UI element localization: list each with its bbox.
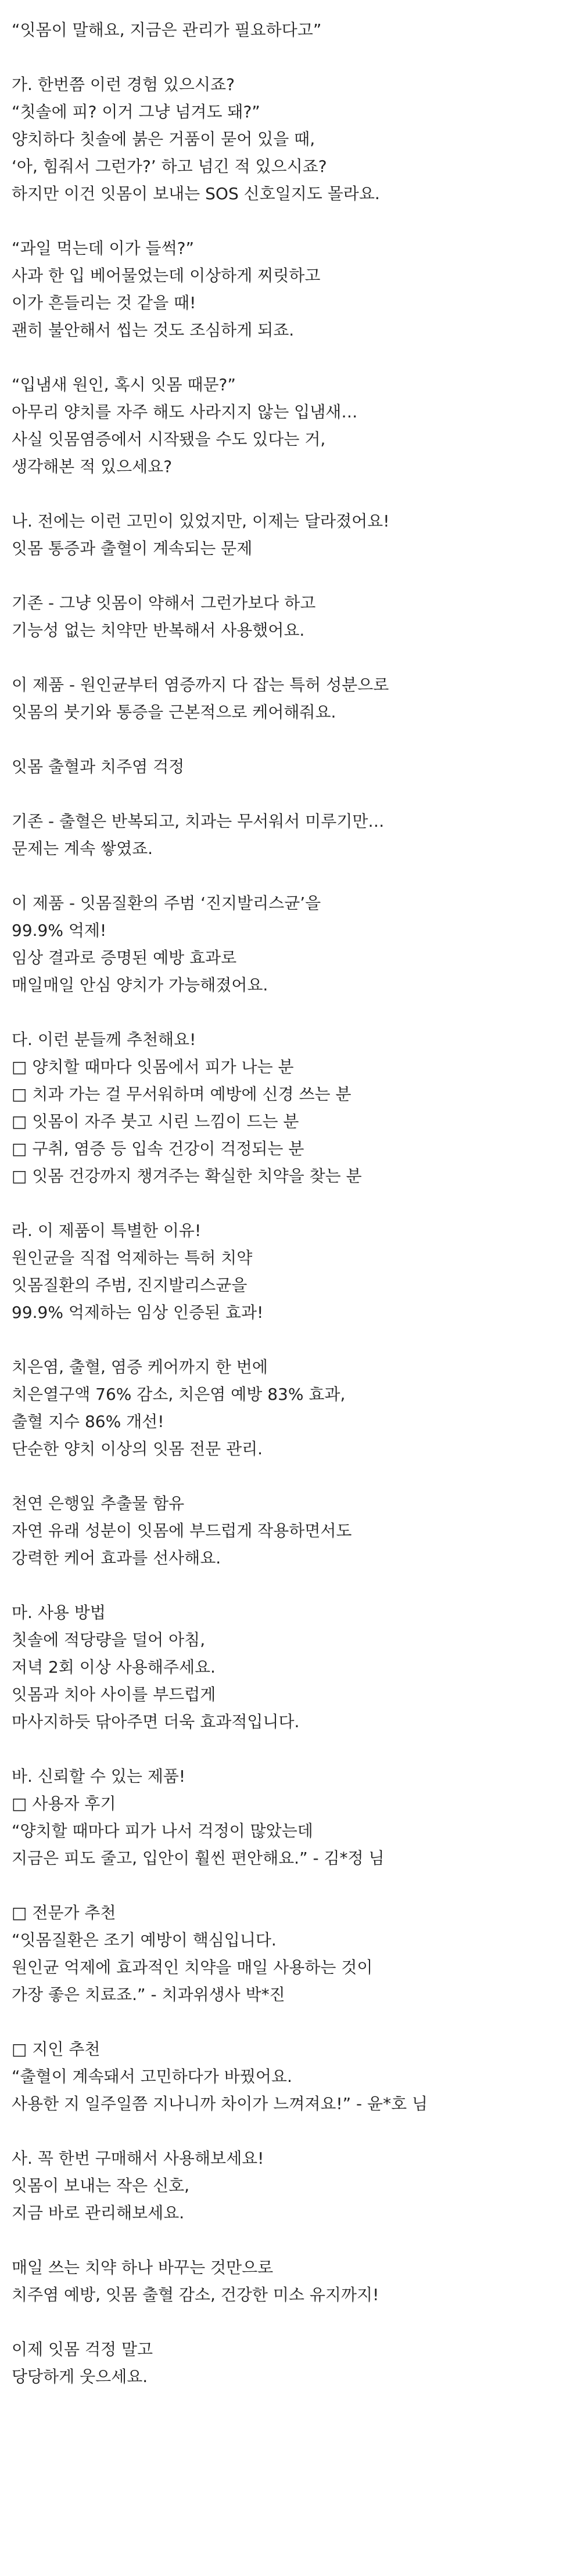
text-line: 가장 좋은 치료죠.” - 치과위생사 박*진 <box>12 1985 285 2004</box>
text-line: 문제는 계속 쌓였죠. <box>12 839 153 858</box>
paragraph <box>12 235 569 344</box>
paragraph <box>12 507 569 562</box>
paragraph-gap <box>12 2308 569 2336</box>
text-line: 생각해본 적 있으세요? <box>12 457 173 476</box>
text-line: “양치할 때마다 피가 나서 걱정이 많았는데 <box>12 1821 313 1840</box>
text-line: 양치하다 칫솔에 붉은 거품이 묻어 있을 때, <box>12 129 315 149</box>
text-line: 지금 바로 관리해보세요. <box>12 2203 185 2222</box>
text-line: “입냄새 원인, 혹시 잇몸 때문?” <box>12 375 236 394</box>
text-line: 마. 사용 방법 <box>12 1603 106 1622</box>
text-line: 출혈 지수 86% 개선! <box>12 1412 164 1431</box>
paragraph <box>12 1026 569 1190</box>
text-line: □ 구취, 염증 등 입속 건강이 걱정되는 분 <box>12 1139 304 1158</box>
paragraph <box>12 2254 569 2308</box>
text-line: 자연 유래 성분이 잇몸에 부드럽게 작용하면서도 <box>12 1521 352 1540</box>
text-line: “칫솔에 피? 이거 그냥 넘겨도 돼?” <box>12 102 260 121</box>
paragraph-gap <box>12 780 569 808</box>
text-line: □ 잇몸이 자주 붓고 시린 느낌이 드는 분 <box>12 1112 299 1131</box>
text-line: 매일매일 안심 양치가 가능해졌어요. <box>12 975 268 995</box>
text-line: 이 제품 - 원인균부터 염증까지 다 잡는 특허 성분으로 <box>12 675 389 694</box>
text-line: “잇몸이 말해요, 지금은 관리가 필요하다고” <box>12 20 322 39</box>
text-line: 강력한 케어 효과를 선사해요. <box>12 1548 221 1568</box>
text-line: “출혈이 계속돼서 고민하다가 바꿨어요. <box>12 2067 292 2086</box>
paragraph-gap <box>12 1326 569 1353</box>
paragraph <box>12 808 569 862</box>
paragraph <box>12 671 569 726</box>
text-line: □ 전문가 추천 <box>12 1903 116 1922</box>
text-line: 바. 신뢰할 수 있는 제품! <box>12 1767 186 1786</box>
paragraph-gap <box>12 862 569 889</box>
text-line: 잇몸이 보내는 작은 신호, <box>12 2176 190 2195</box>
text-line: 괜히 불안해서 씹는 것도 조심하게 되죠. <box>12 320 295 340</box>
paragraph <box>12 1763 569 1872</box>
paragraph-gap <box>12 44 569 71</box>
paragraph-gap <box>12 1462 569 1490</box>
text-line: ‘아, 힘줘서 그런가?’ 하고 넘긴 적 있으시죠? <box>12 157 327 176</box>
paragraph <box>12 16 569 44</box>
text-line: 당당하게 웃으세요. <box>12 2367 148 2386</box>
text-line: 기존 - 그냥 잇몸이 약해서 그런가보다 하고 <box>12 593 316 613</box>
paragraph <box>12 1217 569 1326</box>
text-line: 원인균 억제에 효과적인 치약을 매일 사용하는 것이 <box>12 1958 373 1977</box>
text-line: 라. 이 제품이 특별한 이유! <box>12 1221 202 1240</box>
paragraph <box>12 1490 569 1572</box>
text-line: □ 잇몸 건강까지 챙겨주는 확실한 치약을 찾는 분 <box>12 1166 362 1186</box>
text-line: 잇몸 통증과 출혈이 계속되는 문제 <box>12 539 253 558</box>
paragraph <box>12 2336 569 2390</box>
text-line: 사과 한 입 베어물었는데 이상하게 찌릿하고 <box>12 266 321 285</box>
text-line: □ 치과 가는 걸 무서워하며 예방에 신경 쓰는 분 <box>12 1085 352 1104</box>
text-line: “과일 먹는데 이가 들썩?” <box>12 239 195 258</box>
paragraph-gap <box>12 344 569 371</box>
paragraph <box>12 889 569 999</box>
paragraph-gap <box>12 2008 569 2035</box>
paragraph <box>12 2035 569 2117</box>
text-line: 이제 잇몸 걱정 말고 <box>12 2340 153 2359</box>
paragraph <box>12 753 569 780</box>
text-line: 사. 꼭 한번 구매해서 사용해보세요! <box>12 2149 264 2168</box>
text-line: 매일 쓰는 치약 하나 바꾸는 것만으로 <box>12 2258 274 2277</box>
paragraph <box>12 1353 569 1462</box>
text-line: 저녁 2회 이상 사용해주세요. <box>12 1658 216 1677</box>
text-line: 나. 전에는 이런 고민이 있었지만, 이제는 달라졌어요! <box>12 511 390 531</box>
text-line: 지금은 피도 줄고, 입안이 훨씬 편안해요.” - 김*정 님 <box>12 1849 385 1868</box>
paragraph <box>12 589 569 644</box>
text-line: 가. 한번쯤 이런 경험 있으시죠? <box>12 75 235 94</box>
text-line: 기존 - 출혈은 반복되고, 치과는 무서워서 미루기만… <box>12 812 385 831</box>
text-line: “잇몸질환은 조기 예방이 핵심입니다. <box>12 1930 277 1950</box>
text-line: 잇몸 출혈과 치주염 걱정 <box>12 757 185 776</box>
paragraph <box>12 71 569 207</box>
paragraph <box>12 2145 569 2226</box>
paragraph-gap <box>12 207 569 235</box>
paragraph-gap <box>12 2226 569 2254</box>
text-line: 99.9% 억제! <box>12 921 107 940</box>
text-line: □ 지인 추천 <box>12 2040 101 2059</box>
paragraph-gap <box>12 1190 569 1217</box>
text-line: 단순한 양치 이상의 잇몸 전문 관리. <box>12 1439 263 1458</box>
text-line: □ 사용자 후기 <box>12 1794 116 1813</box>
text-line: 이가 흔들리는 것 같을 때! <box>12 293 196 312</box>
text-line: 치은열구액 76% 감소, 치은염 예방 83% 효과, <box>12 1385 346 1404</box>
paragraph-gap <box>12 999 569 1026</box>
text-line: 사실 잇몸염증에서 시작됐을 수도 있다는 거, <box>12 430 326 449</box>
text-line: 임상 결과로 증명된 예방 효과로 <box>12 948 237 967</box>
paragraph-gap <box>12 644 569 671</box>
text-line: □ 양치할 때마다 잇몸에서 피가 나는 분 <box>12 1057 294 1076</box>
paragraph-gap <box>12 562 569 589</box>
text-line: 기능성 없는 치약만 반복해서 사용했어요. <box>12 621 305 640</box>
text-line: 칫솔에 적당량을 덜어 아침, <box>12 1630 206 1649</box>
text-line: 천연 은행잎 추출물 함유 <box>12 1494 185 1513</box>
paragraph-gap <box>12 2117 569 2145</box>
paragraph <box>12 1899 569 2008</box>
paragraph-gap <box>12 1872 569 1899</box>
paragraph-gap <box>12 1572 569 1599</box>
text-line: 사용한 지 일주일쯤 지나니까 차이가 느껴져요!” - 윤*호 님 <box>12 2094 428 2113</box>
text-line: 잇몸의 붓기와 통증을 근본적으로 케어해줘요. <box>12 702 336 722</box>
text-line: 잇몸질환의 주범, 진지발리스균을 <box>12 1276 248 1295</box>
text-line: 치은염, 출혈, 염증 케어까지 한 번에 <box>12 1357 268 1377</box>
paragraph <box>12 371 569 480</box>
text-line: 99.9% 억제하는 임상 인증된 효과! <box>12 1303 264 1322</box>
text-line: 치주염 예방, 잇몸 출혈 감소, 건강한 미소 유지까지! <box>12 2285 379 2304</box>
text-line: 하지만 이건 잇몸이 보내는 SOS 신호일지도 몰라요. <box>12 184 380 203</box>
text-line: 마사지하듯 닦아주면 더욱 효과적입니다. <box>12 1712 300 1731</box>
text-line: 원인균을 직접 억제하는 특허 치약 <box>12 1248 253 1267</box>
paragraph <box>12 1599 569 1735</box>
paragraph-gap <box>12 726 569 753</box>
text-line: 아무리 양치를 자주 해도 사라지지 않는 입냄새… <box>12 402 358 421</box>
text-line: 잇몸과 치아 사이를 부드럽게 <box>12 1685 216 1704</box>
text-line: 이 제품 - 잇몸질환의 주범 ‘진지발리스균’을 <box>12 894 321 913</box>
paragraph-gap <box>12 480 569 507</box>
paragraph-gap <box>12 1735 569 1763</box>
text-line: 다. 이런 분들께 추천해요! <box>12 1030 196 1049</box>
